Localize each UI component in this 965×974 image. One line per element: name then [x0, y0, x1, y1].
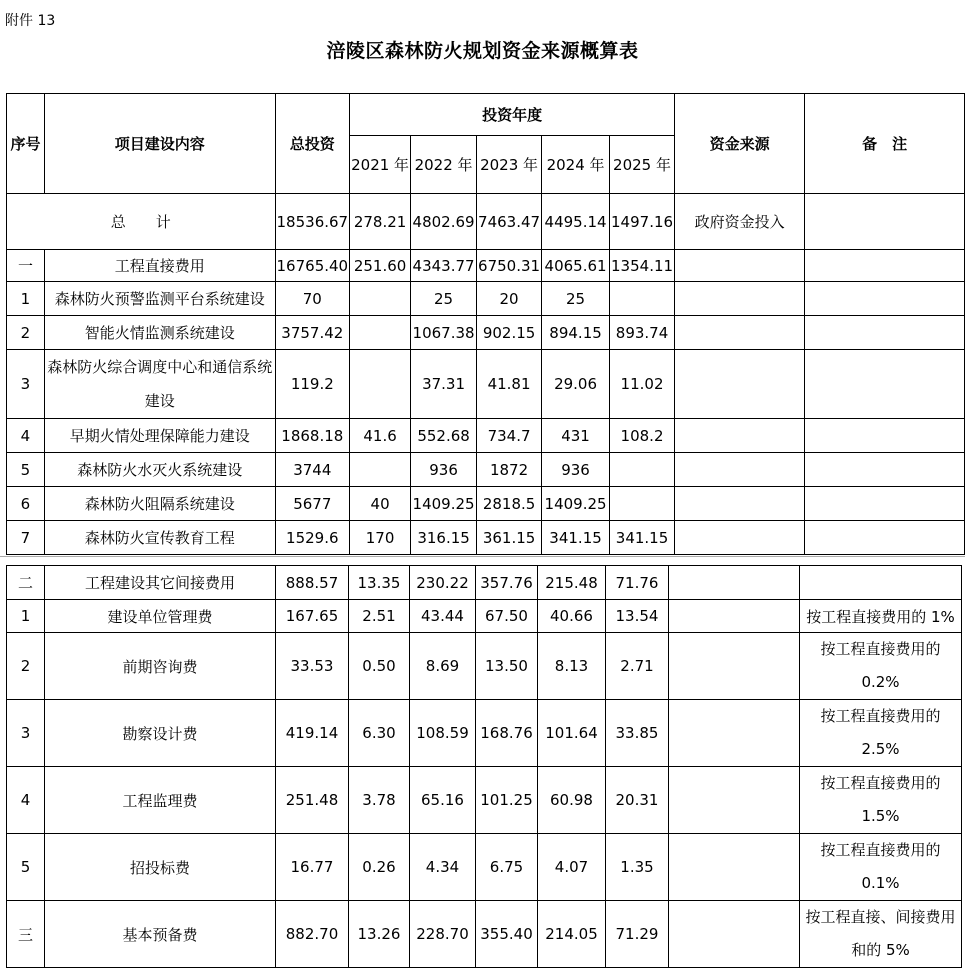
table-row — [7, 350, 965, 419]
row-content: 智能火情监测系统建设 — [44, 316, 275, 350]
row-content: 工程建设其它间接费用 — [45, 566, 276, 600]
summary-year: 4802.69 — [411, 194, 477, 250]
row-year-2025: 11.02 — [610, 350, 675, 419]
row-year-2021: 170 — [350, 521, 411, 555]
row-year-2024: 4.07 — [538, 834, 606, 901]
row-total: 167.65 — [276, 600, 349, 633]
row-year-2022: 65.16 — [410, 767, 476, 834]
page-title: 涪陵区森林防火规划资金来源概算表 — [326, 40, 639, 62]
row-year-2024: 936 — [542, 453, 610, 487]
row-remark — [805, 250, 965, 282]
row-total: 419.14 — [276, 700, 349, 767]
row-remark: 按工程直接费用的 1% — [800, 600, 962, 633]
row-source — [669, 901, 800, 968]
row-year-2022: 1067.38 — [411, 316, 477, 350]
row-year-2025: 71.76 — [606, 566, 669, 600]
row-year-2025: 1354.11 — [610, 250, 675, 282]
row-content: 招投标费 — [45, 834, 276, 901]
row-year-2021 — [350, 453, 411, 487]
summary-year: 1497.16 — [610, 194, 675, 250]
row-year-2025 — [610, 282, 675, 316]
row-total: 3744 — [275, 453, 350, 487]
row-remark: 按工程直接费用的 0.1% — [800, 834, 962, 901]
row-source — [675, 282, 805, 316]
row-no: 3 — [7, 350, 45, 419]
row-year-2021: 0.50 — [349, 633, 410, 700]
row-year-2022: 4.34 — [410, 834, 476, 901]
row-year-2025: 341.15 — [610, 521, 675, 555]
row-year-2023: 902.15 — [477, 316, 542, 350]
row-year-2025: 893.74 — [610, 316, 675, 350]
row-year-2022: 1409.25 — [411, 487, 477, 521]
table-row — [7, 453, 965, 487]
header-remark: 备 注 — [805, 94, 965, 194]
row-content: 工程监理费 — [45, 767, 276, 834]
row-source — [669, 633, 800, 700]
row-year-2021 — [350, 350, 411, 419]
row-year-2022: 552.68 — [411, 419, 477, 453]
row-year-2024: 8.13 — [538, 633, 606, 700]
row-year-2024: 40.66 — [538, 600, 606, 633]
row-no: 4 — [7, 419, 45, 453]
row-content: 建设单位管理费 — [45, 600, 276, 633]
row-year-2022: 8.69 — [410, 633, 476, 700]
row-year-2022: 230.22 — [410, 566, 476, 600]
row-source — [669, 566, 800, 600]
row-total: 888.57 — [276, 566, 349, 600]
row-no: 3 — [7, 700, 45, 767]
row-source — [669, 767, 800, 834]
row-remark — [805, 453, 965, 487]
row-remark — [805, 282, 965, 316]
row-no: 2 — [7, 316, 45, 350]
row-content: 森林防火阻隔系统建设 — [44, 487, 275, 521]
header-content: 项目建设内容 — [44, 94, 275, 194]
row-no: 二 — [7, 566, 45, 600]
row-year-2021: 13.35 — [349, 566, 410, 600]
row-year-2024: 29.06 — [542, 350, 610, 419]
row-no: 7 — [7, 521, 45, 555]
row-remark — [805, 419, 965, 453]
budget-table-part1 — [6, 93, 965, 555]
row-year-2021 — [350, 282, 411, 316]
row-source — [675, 521, 805, 555]
row-remark — [805, 316, 965, 350]
row-source — [669, 834, 800, 901]
row-year-2021: 251.60 — [350, 250, 411, 282]
table-row — [7, 316, 965, 350]
row-year-2021: 0.26 — [349, 834, 410, 901]
row-year-2023: 20 — [477, 282, 542, 316]
row-content: 前期咨询费 — [45, 633, 276, 700]
budget-table-part2 — [6, 565, 962, 968]
row-year-2025: 1.35 — [606, 834, 669, 901]
row-year-2021 — [350, 316, 411, 350]
row-remark: 按工程直接费用的 1.5% — [800, 767, 962, 834]
row-year-2025: 33.85 — [606, 700, 669, 767]
row-year-2022: 4343.77 — [411, 250, 477, 282]
row-year-2023: 357.76 — [476, 566, 538, 600]
header-years-group: 投资年度 — [350, 94, 675, 136]
table-row — [7, 700, 962, 767]
row-content: 勘察设计费 — [45, 700, 276, 767]
row-total: 16765.40 — [275, 250, 350, 282]
summary-total: 18536.67 — [275, 194, 350, 250]
row-source — [669, 700, 800, 767]
row-total: 1529.6 — [275, 521, 350, 555]
row-year-2023: 6750.31 — [477, 250, 542, 282]
table-row — [7, 901, 962, 968]
row-year-2024: 215.48 — [538, 566, 606, 600]
row-remark — [805, 487, 965, 521]
row-year-2024: 25 — [542, 282, 610, 316]
row-year-2022: 936 — [411, 453, 477, 487]
row-content: 森林防火宣传教育工程 — [44, 521, 275, 555]
row-source — [675, 453, 805, 487]
row-year-2024: 214.05 — [538, 901, 606, 968]
header-year: 2021 年 — [350, 136, 411, 194]
row-year-2025: 2.71 — [606, 633, 669, 700]
row-year-2023: 168.76 — [476, 700, 538, 767]
row-year-2023: 101.25 — [476, 767, 538, 834]
header-total: 总投资 — [275, 94, 350, 194]
row-year-2025 — [610, 487, 675, 521]
row-no: 1 — [7, 600, 45, 633]
table-row — [7, 600, 962, 633]
table-row — [7, 250, 965, 282]
summary-row — [7, 194, 965, 250]
row-year-2025: 71.29 — [606, 901, 669, 968]
summary-remark — [805, 194, 965, 250]
row-remark — [805, 521, 965, 555]
row-no: 6 — [7, 487, 45, 521]
table-row — [7, 834, 962, 901]
row-total: 3757.42 — [275, 316, 350, 350]
row-remark: 按工程直接、间接费用和的 5% — [800, 901, 962, 968]
header-year: 2022 年 — [411, 136, 477, 194]
row-total: 70 — [275, 282, 350, 316]
row-year-2024: 1409.25 — [542, 487, 610, 521]
row-total: 16.77 — [276, 834, 349, 901]
header-source: 资金来源 — [675, 94, 805, 194]
row-source — [675, 250, 805, 282]
row-no: 三 — [7, 901, 45, 968]
row-year-2024: 894.15 — [542, 316, 610, 350]
row-total: 882.70 — [276, 901, 349, 968]
row-source — [675, 350, 805, 419]
row-year-2024: 341.15 — [542, 521, 610, 555]
table-row — [7, 487, 965, 521]
row-year-2022: 25 — [411, 282, 477, 316]
row-year-2023: 355.40 — [476, 901, 538, 968]
row-year-2024: 60.98 — [538, 767, 606, 834]
row-total: 5677 — [275, 487, 350, 521]
row-total: 33.53 — [276, 633, 349, 700]
row-remark — [805, 350, 965, 419]
row-source — [675, 487, 805, 521]
row-no: 5 — [7, 834, 45, 901]
row-year-2021: 41.6 — [350, 419, 411, 453]
row-no: 1 — [7, 282, 45, 316]
row-year-2022: 43.44 — [410, 600, 476, 633]
row-year-2023: 734.7 — [477, 419, 542, 453]
row-year-2023: 6.75 — [476, 834, 538, 901]
header-year: 2023 年 — [477, 136, 542, 194]
row-year-2021: 13.26 — [349, 901, 410, 968]
row-year-2025: 13.54 — [606, 600, 669, 633]
row-year-2023: 361.15 — [477, 521, 542, 555]
table-row — [7, 566, 962, 600]
row-year-2024: 4065.61 — [542, 250, 610, 282]
row-year-2023: 13.50 — [476, 633, 538, 700]
row-year-2024: 431 — [542, 419, 610, 453]
summary-year: 4495.14 — [542, 194, 610, 250]
row-year-2021: 3.78 — [349, 767, 410, 834]
summary-year: 7463.47 — [477, 194, 542, 250]
row-year-2021: 2.51 — [349, 600, 410, 633]
row-content: 森林防火综合调度中心和通信系统建设 — [44, 350, 275, 419]
row-no: 一 — [7, 250, 45, 282]
row-total: 1868.18 — [275, 419, 350, 453]
row-no: 4 — [7, 767, 45, 834]
table-row — [7, 767, 962, 834]
table-row — [7, 282, 965, 316]
summary-year: 278.21 — [350, 194, 411, 250]
row-year-2023: 67.50 — [476, 600, 538, 633]
row-content: 森林防火预警监测平台系统建设 — [44, 282, 275, 316]
row-content: 森林防火水灭火系统建设 — [44, 453, 275, 487]
row-year-2021: 6.30 — [349, 700, 410, 767]
row-remark: 按工程直接费用的 2.5% — [800, 700, 962, 767]
row-content: 早期火情处理保障能力建设 — [44, 419, 275, 453]
row-year-2023: 2818.5 — [477, 487, 542, 521]
summary-label: 总 计 — [7, 194, 276, 250]
row-year-2021: 40 — [350, 487, 411, 521]
row-source — [675, 419, 805, 453]
row-source — [669, 600, 800, 633]
row-year-2025: 20.31 — [606, 767, 669, 834]
row-total: 119.2 — [275, 350, 350, 419]
row-year-2023: 1872 — [477, 453, 542, 487]
table-row — [7, 419, 965, 453]
row-year-2025 — [610, 453, 675, 487]
summary-source: 政府资金投入 — [675, 194, 805, 250]
row-no: 5 — [7, 453, 45, 487]
header-no: 序号 — [7, 94, 45, 194]
row-year-2025: 108.2 — [610, 419, 675, 453]
table-row — [7, 633, 962, 700]
row-content: 工程直接费用 — [44, 250, 275, 282]
page-break-line — [0, 556, 965, 557]
table-row — [7, 521, 965, 555]
row-year-2023: 41.81 — [477, 350, 542, 419]
row-year-2022: 37.31 — [411, 350, 477, 419]
row-year-2022: 316.15 — [411, 521, 477, 555]
row-total: 251.48 — [276, 767, 349, 834]
row-remark: 按工程直接费用的 0.2% — [800, 633, 962, 700]
row-year-2022: 108.59 — [410, 700, 476, 767]
row-content: 基本预备费 — [45, 901, 276, 968]
header-year: 2024 年 — [542, 136, 610, 194]
row-year-2024: 101.64 — [538, 700, 606, 767]
row-year-2022: 228.70 — [410, 901, 476, 968]
row-remark — [800, 566, 962, 600]
header-year: 2025 年 — [610, 136, 675, 194]
row-source — [675, 316, 805, 350]
attachment-label: 附件 13 — [5, 13, 56, 29]
row-no: 2 — [7, 633, 45, 700]
